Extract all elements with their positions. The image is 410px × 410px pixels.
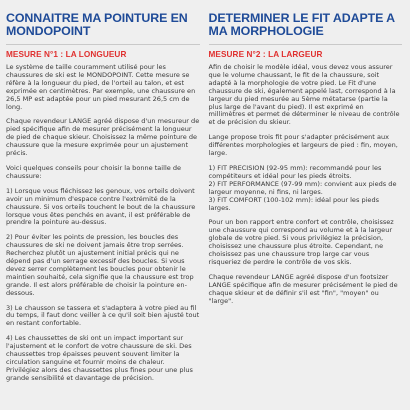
left-column-title: CONNAITRE MA POINTURE EN MONDOPOINT [6, 11, 188, 38]
right-paragraph: 1) FIT PRECISION (92-95 mm): recommandé pour les compétiteurs et idéal pour les pieds étroits. 2) FIT PERFORMANCE (97-99 mm): convient aux pieds de largeur moyenne, ni fins, ni larges. 3) FIT COMFORT (100-102 mm): idéal pour les pieds larges. [208, 163, 397, 212]
right-column [209, 12, 403, 410]
left-column [6, 12, 200, 410]
right-column-subtitle: MESURE N°2 : LA LARGEUR [208, 50, 323, 59]
right-paragraph: Pour un bon rapport entre confort et contrôle, choisissez une chaussure qui correspond au volume et à la largeur globale de votre pied. Si vous privilégiez la précision, choisissez une chaussure plus étroite. Cependant, ne choisissez pas une chaussure trop large car vous risqueriez de perdre le contrôle de vos skis. [208, 218, 394, 266]
right-paragraph: Chaque revendeur LANGE agréé dispose d'un footsizer LANGE spécifique afin de mesurer précisément le pied de chaque skieur et de définir s'il est "fin", "moyen" ou "large". [208, 272, 398, 305]
right-divider [209, 44, 403, 45]
right-column-title: DETERMINER LE FIT ADAPTE A MA MORPHOLOGIE [208, 11, 395, 38]
left-column-subtitle: MESURE N°1 : LA LONGUEUR [6, 50, 127, 59]
right-paragraph: Afin de choisir le modèle idéal, vous devez vous assurer que le volume chaussant, le fit de la chaussure, soit adapté à la morphologie de votre pied. Le Fit d'une chaussure de ski, également appelé last, correspond à la largeur du pied mesurée au 5ème métatarse (partie la plus large de l'avant du pied). Il est exprimé en millimètres et permet de déterminer le niveau de contrôle et de précision du skieur. [208, 63, 400, 127]
left-paragraph: 1) Lorsque vous fléchissez les genoux, vos orteils doivent avoir un minimum d'espace contre l'extrémité de la chaussure. Si vos orteils touchent le bout de la chaussure lorsque vous êtes penchés en avant, il est préférable de prendre la pointure au-dessus. [6, 186, 196, 227]
left-paragraph: Chaque revendeur LANGE agréé dispose d'un mesureur de pied spécifique afin de mesurer précisément la longueur de pied de chaque skieur. Choisissez la même pointure de chaussure que la mesure exprimée pour un ajustement précis. [6, 117, 200, 158]
left-divider [6, 44, 200, 45]
left-paragraph: Le système de taille couramment utilisé pour les chaussures de ski est le MONDOPOINT. Cette mesure se réfère à la longueur du pied, de l'orteil au talon, et est exprimée en centimètres. Par exemple, une chaussure en 26,5 MP est adaptée pour un pied mesurant 26,5 cm de long. [6, 63, 196, 111]
left-paragraph: 2) Pour éviter les points de pression, les boucles des chaussures de ski ne doivent jamais être trop serrées. Recherchez plutôt un ajustement initial précis qui ne dépend pas d'un serrage excessif des boucles. Si vous devez serrer complètement les boucles pour obtenir le maintien souhaité, cela signifie que la chaussure est trop grande. Il est alors préférable de choisir la pointure en-dessous. [6, 233, 194, 297]
left-paragraph: 3) Le chausson se tassera et s'adaptera à votre pied au fil du temps, il faut donc veiller à ce qu'il soit bien ajusté tout en restant confortable. [6, 303, 200, 328]
left-paragraph: 4) Les chaussettes de ski ont un impact important sur l'ajustement et le confort de votre chaussure de ski. Des chaussettes trop épaisses peuvent souvent limiter la circulation sanguine et fournir moins de chaleur. Privilégiez alors des chaussettes plus fines pour une plus grande sensibilité et davantage de précision. [6, 334, 193, 382]
left-paragraph: Voici quelques conseils pour choisir la bonne taille de chaussure: [6, 163, 182, 180]
right-paragraph: Lange propose trois fit pour s'adapter précisément aux différentes morphologies et largeurs de pied : fin, moyen, large. [208, 133, 398, 158]
